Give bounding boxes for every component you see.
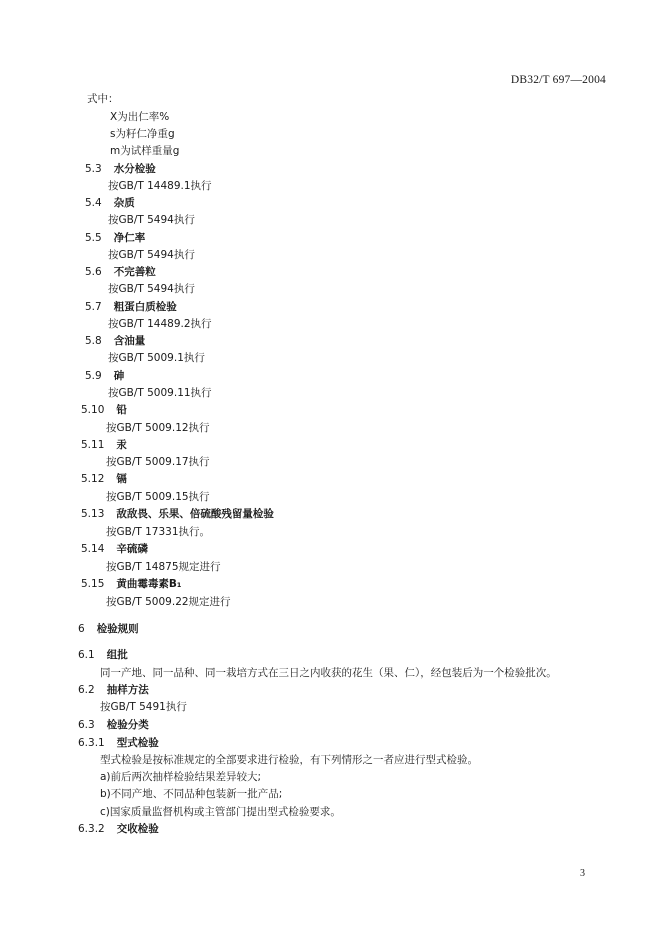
clause-title: 抽样方法 xyxy=(106,684,149,696)
clause-title: 组批 xyxy=(106,649,128,661)
formula-var-x: X为出仁率% xyxy=(110,111,170,123)
clause-heading xyxy=(85,231,145,245)
clause-number: 6.2 xyxy=(78,684,95,696)
clause-number: 5.7 xyxy=(85,301,102,313)
clause-heading xyxy=(85,196,135,210)
clause-number: 5.9 xyxy=(85,370,102,382)
clause-title: 交收检验 xyxy=(116,823,159,835)
clause-body: 按GB/T 5491执行 xyxy=(100,701,187,713)
clause-number: 5.5 xyxy=(85,232,102,244)
clause-body: 按GB/T 5494执行 xyxy=(108,214,195,226)
section-title: 检验规则 xyxy=(96,623,139,635)
formula-var-s: s为籽仁净重g xyxy=(110,128,175,140)
section-heading xyxy=(78,622,139,636)
clause-body: 按GB/T 17331执行。 xyxy=(106,526,211,538)
clause-title: 砷 xyxy=(113,370,125,382)
clause-body: 按GB/T 5009.1执行 xyxy=(108,352,205,364)
clause-number: 5.15 xyxy=(81,578,105,590)
clause-body: 型式检验是按标准规定的全部要求进行检验，有下列情形之一者应进行型式检验。 xyxy=(100,754,478,766)
clause-title: 不完善粒 xyxy=(113,266,156,278)
clause-number: 6.3.1 xyxy=(78,737,105,749)
clause-number: 5.3 xyxy=(85,163,102,175)
section-number: 6 xyxy=(78,623,85,635)
clause-title: 杂质 xyxy=(113,197,135,209)
document-code: DB32/T 697—2004 xyxy=(510,74,606,86)
clause-number: 6.3.2 xyxy=(78,823,105,835)
clause-heading xyxy=(78,822,159,836)
clause-body: 按GB/T 5009.22规定进行 xyxy=(106,596,231,608)
clause-title: 汞 xyxy=(116,439,127,451)
list-item: a)前后两次抽样检验结果差异较大; xyxy=(100,771,262,783)
clause-heading xyxy=(81,577,182,591)
clause-heading xyxy=(81,403,127,417)
clause-title: 镉 xyxy=(116,473,127,485)
clause-title: 含油量 xyxy=(113,335,146,347)
clause-title: 敌敌畏、乐果、倍硫酸残留量检验 xyxy=(116,508,274,520)
clause-number: 5.12 xyxy=(81,473,105,485)
clause-heading xyxy=(78,718,149,732)
clause-heading xyxy=(85,369,124,383)
formula-lead: 式中： xyxy=(87,93,119,105)
clause-body: 按GB/T 5494执行 xyxy=(108,249,195,261)
formula-var-m: m为试样重量g xyxy=(110,145,180,157)
clause-heading xyxy=(78,736,159,750)
page-number: 3 xyxy=(580,868,585,879)
clause-heading xyxy=(85,265,156,279)
clause-title: 铅 xyxy=(116,404,127,416)
list-item: b)不同产地、不同品种包装新一批产品; xyxy=(100,788,283,800)
clause-title: 粗蛋白质检验 xyxy=(113,301,177,313)
clause-body: 按GB/T 5494执行 xyxy=(108,283,195,295)
clause-body: 按GB/T 5009.17执行 xyxy=(106,456,210,468)
clause-number: 5.14 xyxy=(81,543,105,555)
clause-title: 型式检验 xyxy=(116,737,159,749)
clause-title: 黄曲霉毒素B₁ xyxy=(116,578,182,590)
clause-body: 按GB/T 14875规定进行 xyxy=(106,561,221,573)
clause-title: 辛硫磷 xyxy=(116,543,148,555)
clause-heading xyxy=(85,162,156,176)
clause-body: 同一产地、同一品种、同一栽培方式在三日之内收获的花生（果、仁），经包装后为一个检验批次。 xyxy=(100,667,557,679)
clause-heading xyxy=(78,648,128,662)
clause-heading xyxy=(81,507,274,521)
clause-number: 5.13 xyxy=(81,508,105,520)
clause-title: 水分检验 xyxy=(113,163,156,175)
clause-heading xyxy=(81,438,127,452)
clause-heading xyxy=(78,683,149,697)
clause-body: 按GB/T 5009.12执行 xyxy=(106,422,210,434)
list-item: c)国家质量监督机构或主管部门提出型式检验要求。 xyxy=(100,806,341,818)
clause-number: 5.6 xyxy=(85,266,102,278)
clause-body: 按GB/T 14489.2执行 xyxy=(108,318,212,330)
clause-body: 按GB/T 14489.1执行 xyxy=(108,180,212,192)
clause-heading xyxy=(81,472,127,486)
clause-number: 6.3 xyxy=(78,719,95,731)
clause-title: 检验分类 xyxy=(106,719,149,731)
clause-number: 6.1 xyxy=(78,649,95,661)
clause-number: 5.11 xyxy=(81,439,105,451)
clause-body: 按GB/T 5009.11执行 xyxy=(108,387,212,399)
clause-number: 5.10 xyxy=(81,404,105,416)
clause-heading xyxy=(85,300,177,314)
clause-number: 5.8 xyxy=(85,335,102,347)
clause-title: 净仁率 xyxy=(113,232,146,244)
clause-heading xyxy=(85,334,145,348)
clause-number: 5.4 xyxy=(85,197,102,209)
clause-body: 按GB/T 5009.15执行 xyxy=(106,491,210,503)
clause-heading xyxy=(81,542,148,556)
